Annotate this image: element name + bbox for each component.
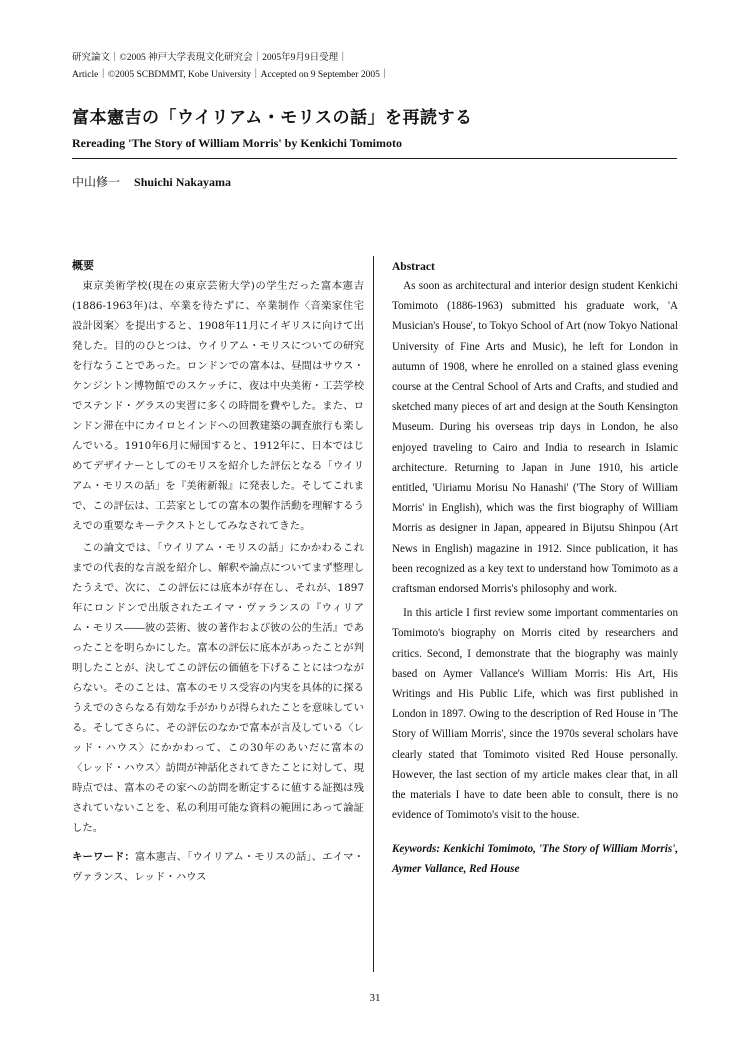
title-divider xyxy=(72,158,677,159)
abstract-paragraph-japanese: この論文では、「ウイリアム・モリスの話」にかかわるこれまでの代表的な言説を紹介し、解釈や論点についてまず整理したうえで、次に、この評伝には底本が存在し、それが、1897年にロンドンで出版されたエイマ・ヴァランスの『ウィリアム・モリス――彼の芸術、彼の著作および彼の公的生活』であったことを明らかにした。富本の評伝に底本があったことが判明したことが、決してこの評伝の価値を下げることにはつながらない。そのことは、富本のモリス受容の内実を具体的に探るうえでのさらなる有効な手がかりが得られたことを意味している。そしてさらに、その評伝のなかで富本が言及している〈レッド・ハウス〉にかかわって、この30年のあいだに富本の〈レッド・ハウス〉訪問が神話化されてきたことに対して、現時点では、富本のその家への訪問を断定するに値する証拠は残されていないことを、私の利用可能な資料の範囲にあって論証した。 xyxy=(72,542,364,834)
article-metadata xyxy=(72,50,389,84)
abstract-paragraph-japanese: 東京美術学校(現在の東京芸術大学)の学生だった富本憲吉(1886-1963年)は、卒業を待たずに、卒業制作〈音楽家住宅設計図案〉を提出すると、1908年11月にイギリスに向けて出発した。目的のひとつは、ウイリアム・モリスについての研究を行なうことであった。ロンドンでの富本は、昼間はサウス・ケンジントン博物館でのスケッチに、夜は中央美術・工芸学校でステンド・グラスの実習に多くの時間を費やした。また、ロンドン滞在中にカイロとインドへの回教建築の調査旅行も楽しんでいる。1910年6月に帰国すると、1912年に、日本ではじめてデザイナーとしてのモリスを紹介した評伝となる「ウイリアム・モリスの話」を『美術新報』に発表した。そしてこれまで、この評伝は、工芸家としての富本の製作活動を理解するうえでの重要なキーテクストとしてみなされてきた。 xyxy=(72,280,364,532)
abstract-english xyxy=(392,258,678,879)
author-name-english: Shuichi Nakayama xyxy=(134,175,232,189)
page-number: 31 xyxy=(369,992,381,1004)
abstract-paragraph-english: As soon as architectural and interior design student Kenkichi Tomimoto (1886-1963) submitted his graduate work, 'A Musician's House', to Tokyo School of Art (now Tokyo National University of Fine Arts and Music), he left for London in autumn of 1908, where he enrolled on a stained glass evening course at the Central School of Arts and Crafts, and studied and sketched many pieces of art and design at the South Kensington Museum. During his overseas trip days in London, he also enjoyed traveling to Cairo and India to research in Islamic architecture. Returning to Japan in June 1910, his article entitled, 'Uiriamu Morisu No Hanashi' ('The Story of William Morris' in English), which was the first biography of William Morris as designer in Japan, appeared in Bijutsu Shinpou (Art News in English) magazine in 1912. Since publication, it has been recognized as a key text to understand how Tomimoto as a craftsman endorsed Morris's philosophy and work. xyxy=(392,280,678,596)
author-line xyxy=(72,173,231,190)
metadata-line-english: Article｜©2005 SCBDMMT, Kobe University｜Accepted on 9 September 2005｜ xyxy=(72,70,390,80)
keywords-label-japanese: キーワード： xyxy=(72,851,135,863)
keywords-text-japanese: 富本憲吉、「ウイリアム・モリスの話」、エイマ・ヴァランス、レッド・ハウス xyxy=(72,851,364,883)
keywords-english: Keywords: Kenkichi Tomimoto, 'The Story of William Morris', Aymer Vallance, Red House xyxy=(392,843,678,876)
keywords-japanese xyxy=(72,847,364,887)
metadata-line-japanese: 研究論文｜©2005 神戸大学表現文化研究会｜2005年9月9日受理｜ xyxy=(72,53,348,63)
abstract-heading-english: Abstract xyxy=(392,261,435,273)
column-divider xyxy=(373,256,374,972)
author-name-japanese: 中山修一 xyxy=(72,175,121,189)
title-japanese: 富本憲吉の「ウイリアム・モリスの話」を再読する xyxy=(72,108,473,128)
abstract-heading-japanese: 概要 xyxy=(72,259,94,272)
abstract-paragraph-english: In this article I first review some important commentaries on Tomimoto's biography on Morris cited by researchers and critics. Second, I demonstrate that the biography was mainly based on Aymer Vallance's William Morris: His Art, His Writings and His Public Life, which was first published in London in 1897. Owing to the description of Red House in 'The Story of William Morris', since the 1970s several scholars have clearly stated that Tomimoto visited Red House personally. However, the last section of my article makes clear that, in all the materials I have to date been able to consult, there is no evidence of Tomimoto's visit to the house. xyxy=(392,607,678,822)
title-english: Rereading 'The Story of William Morris' by Kenkichi Tomimoto xyxy=(72,136,403,150)
abstract-japanese xyxy=(72,257,364,887)
